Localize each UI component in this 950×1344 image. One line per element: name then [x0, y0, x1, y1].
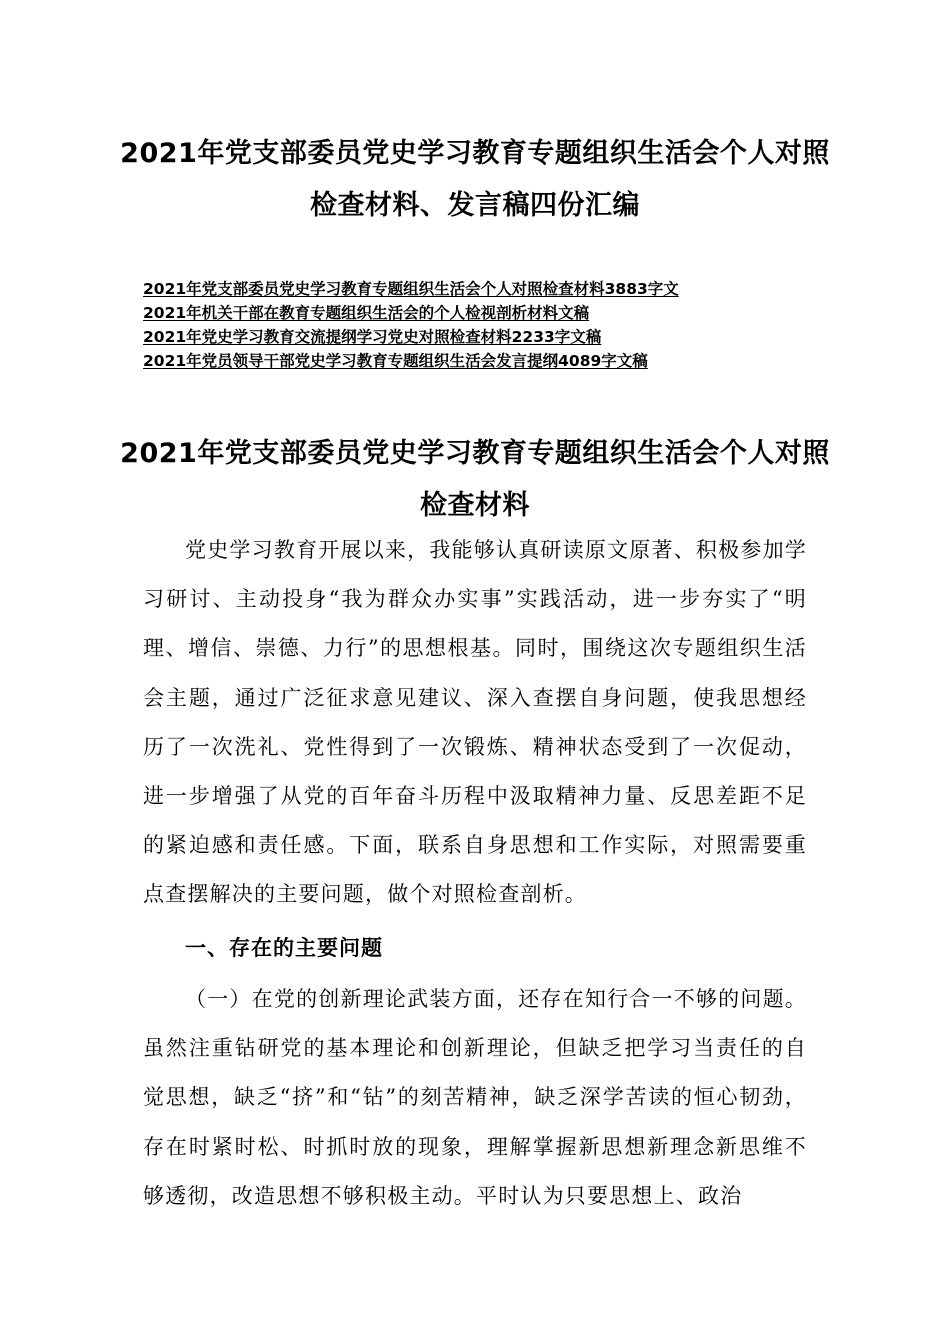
toc-item	[143, 349, 823, 373]
body-paragraph: （一）在党的创新理论武装方面，还存在知行合一不够的问题。虽然注重钻研党的基本理论和创新理论，但缺乏把学习当责任的自觉思想，缺乏“挤”和“钻”的刻苦精神，缺乏深学苦读的恒心韧劲，存在时紧时松、时抓时放的现象，理解掌握新思想新理念新思维不够透彻，改造思想不够积极主动。平时认为只要思想上、政治	[143, 987, 807, 1208]
toc-link-1[interactable]: 2021年党支部委员党史学习教育专题组织生活会个人对照检查材料3883字文	[143, 280, 679, 298]
intro-paragraph: 党史学习教育开展以来，我能够认真研读原文原著、积极参加学习研讨、主动投身“我为群众办实事”实践活动，进一步夯实了“明理、增信、崇德、力行”的思想根基。同时，围绕这次专题组织生活会主题，通过广泛征求意见建议、深入查摆自身问题，使我思想经历了一次洗礼、党性得到了一次锻炼、精神状态受到了一次促动，进一步增强了从党的百年奋斗历程中汲取精神力量、反思差距不足的紧迫感和责任感。下面，联系自身思想和工作实际，对照需要重点查摆解决的主要问题，做个对照检查剖析。	[143, 538, 807, 907]
toc-item	[143, 325, 823, 349]
toc-link-4[interactable]: 2021年党员领导干部党史学习教育专题组织生活会发言提纲4089字文稿	[143, 352, 648, 370]
toc-link-2[interactable]: 2021年机关干部在教育专题组织生活会的个人检视剖析材料文稿	[143, 304, 590, 322]
section-heading: 一、存在的主要问题	[185, 936, 383, 960]
toc-item	[143, 301, 823, 325]
table-of-contents	[143, 277, 823, 373]
section-title: 2021年党支部委员党史学习教育专题组织生活会个人对照检查材料	[120, 438, 830, 521]
toc-link-3[interactable]: 2021年党史学习教育交流提纲学习党史对照检查材料2233字文稿	[143, 328, 602, 346]
document-title: 2021年党支部委员党史学习教育专题组织生活会个人对照检查材料、发言稿四份汇编	[120, 138, 830, 221]
toc-item	[143, 277, 823, 301]
